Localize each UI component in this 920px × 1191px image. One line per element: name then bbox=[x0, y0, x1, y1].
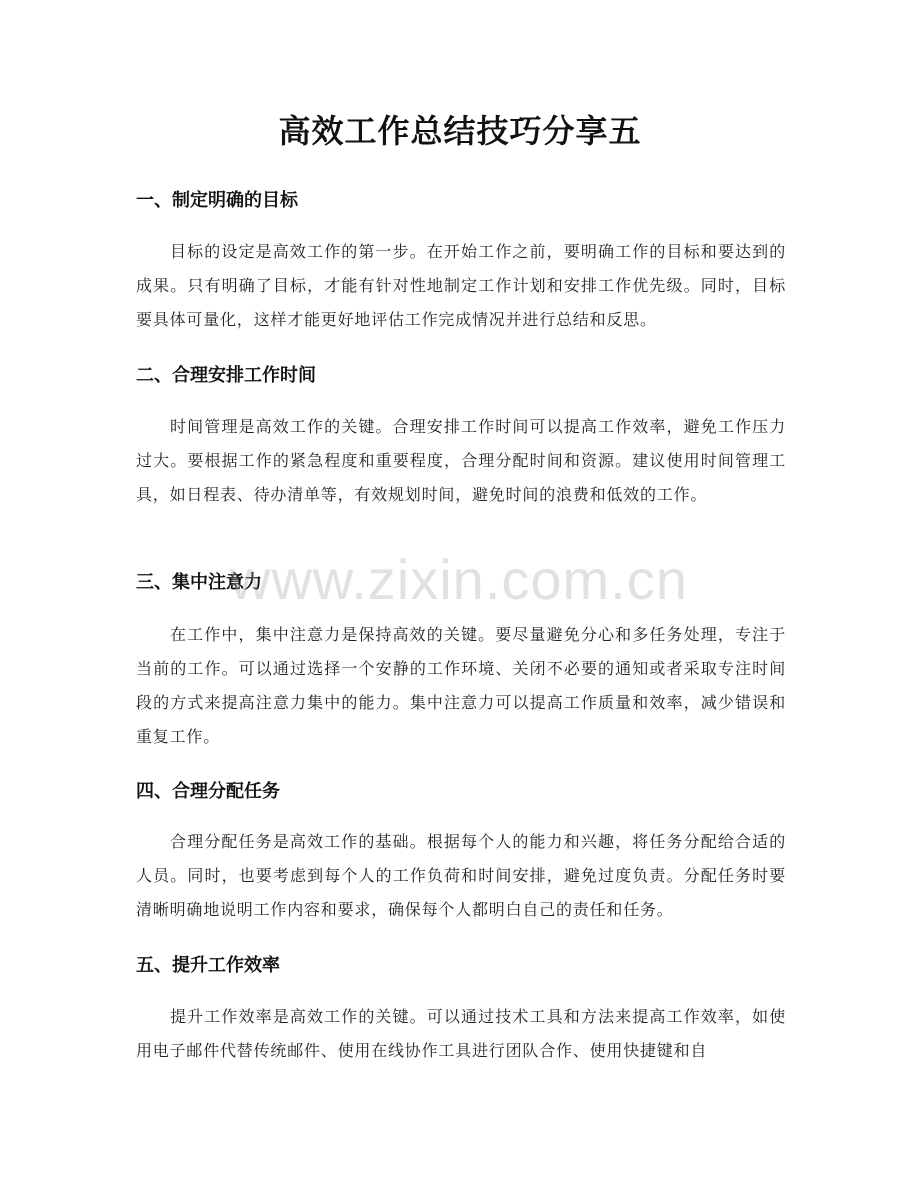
section-heading-3: 三、集中注意力 bbox=[136, 572, 262, 593]
section-paragraph-5: 提升工作效率是高效工作的关键。可以通过技术工具和方法来提高工作效率，如使用电子邮件代替传统邮件、使用在线协作工具进行团队合作、使用快捷键和自 bbox=[136, 1007, 786, 1060]
document-title: 高效工作总结技巧分享五 bbox=[278, 112, 642, 150]
section-heading-5: 五、提升工作效率 bbox=[136, 955, 280, 976]
section-paragraph-4: 合理分配任务是高效工作的基础。根据每个人的能力和兴趣，将任务分配给合适的人员。同时，也要考虑到每个人的工作负荷和时间安排，避免过度负责。分配任务时要清晰明确地说明工作内容和要求，确保每个人都明白自己的责任和任务。 bbox=[136, 832, 786, 919]
section-heading-1: 一、制定明确的目标 bbox=[136, 190, 298, 211]
section-heading-2: 二、合理安排工作时间 bbox=[136, 365, 316, 386]
section-paragraph-1: 目标的设定是高效工作的第一步。在开始工作之前，要明确工作的目标和要达到的成果。只有明确了目标，才能有针对性地制定工作计划和安排工作优先级。同时，目标要具体可量化，这样才能更好地评估工作完成情况并进行总结和反思。 bbox=[136, 242, 786, 329]
watermark: www.zixin.com.cn bbox=[230, 548, 688, 611]
section-paragraph-3: 在工作中，集中注意力是保持高效的关键。要尽量避免分心和多任务处理，专注于当前的工作。可以通过选择一个安静的工作环境、关闭不必要的通知或者采取专注时间段的方式来提高注意力集中的能力。集中注意力可以提高工作质量和效率，减少错误和重复工作。 bbox=[136, 625, 786, 746]
section-heading-4: 四、合理分配任务 bbox=[136, 781, 280, 802]
section-paragraph-2: 时间管理是高效工作的关键。合理安排工作时间可以提高工作效率，避免工作压力过大。要根据工作的紧急程度和重要程度，合理分配时间和资源。建议使用时间管理工具，如日程表、待办清单等，有效规划时间，避免时间的浪费和低效的工作。 bbox=[136, 417, 786, 504]
